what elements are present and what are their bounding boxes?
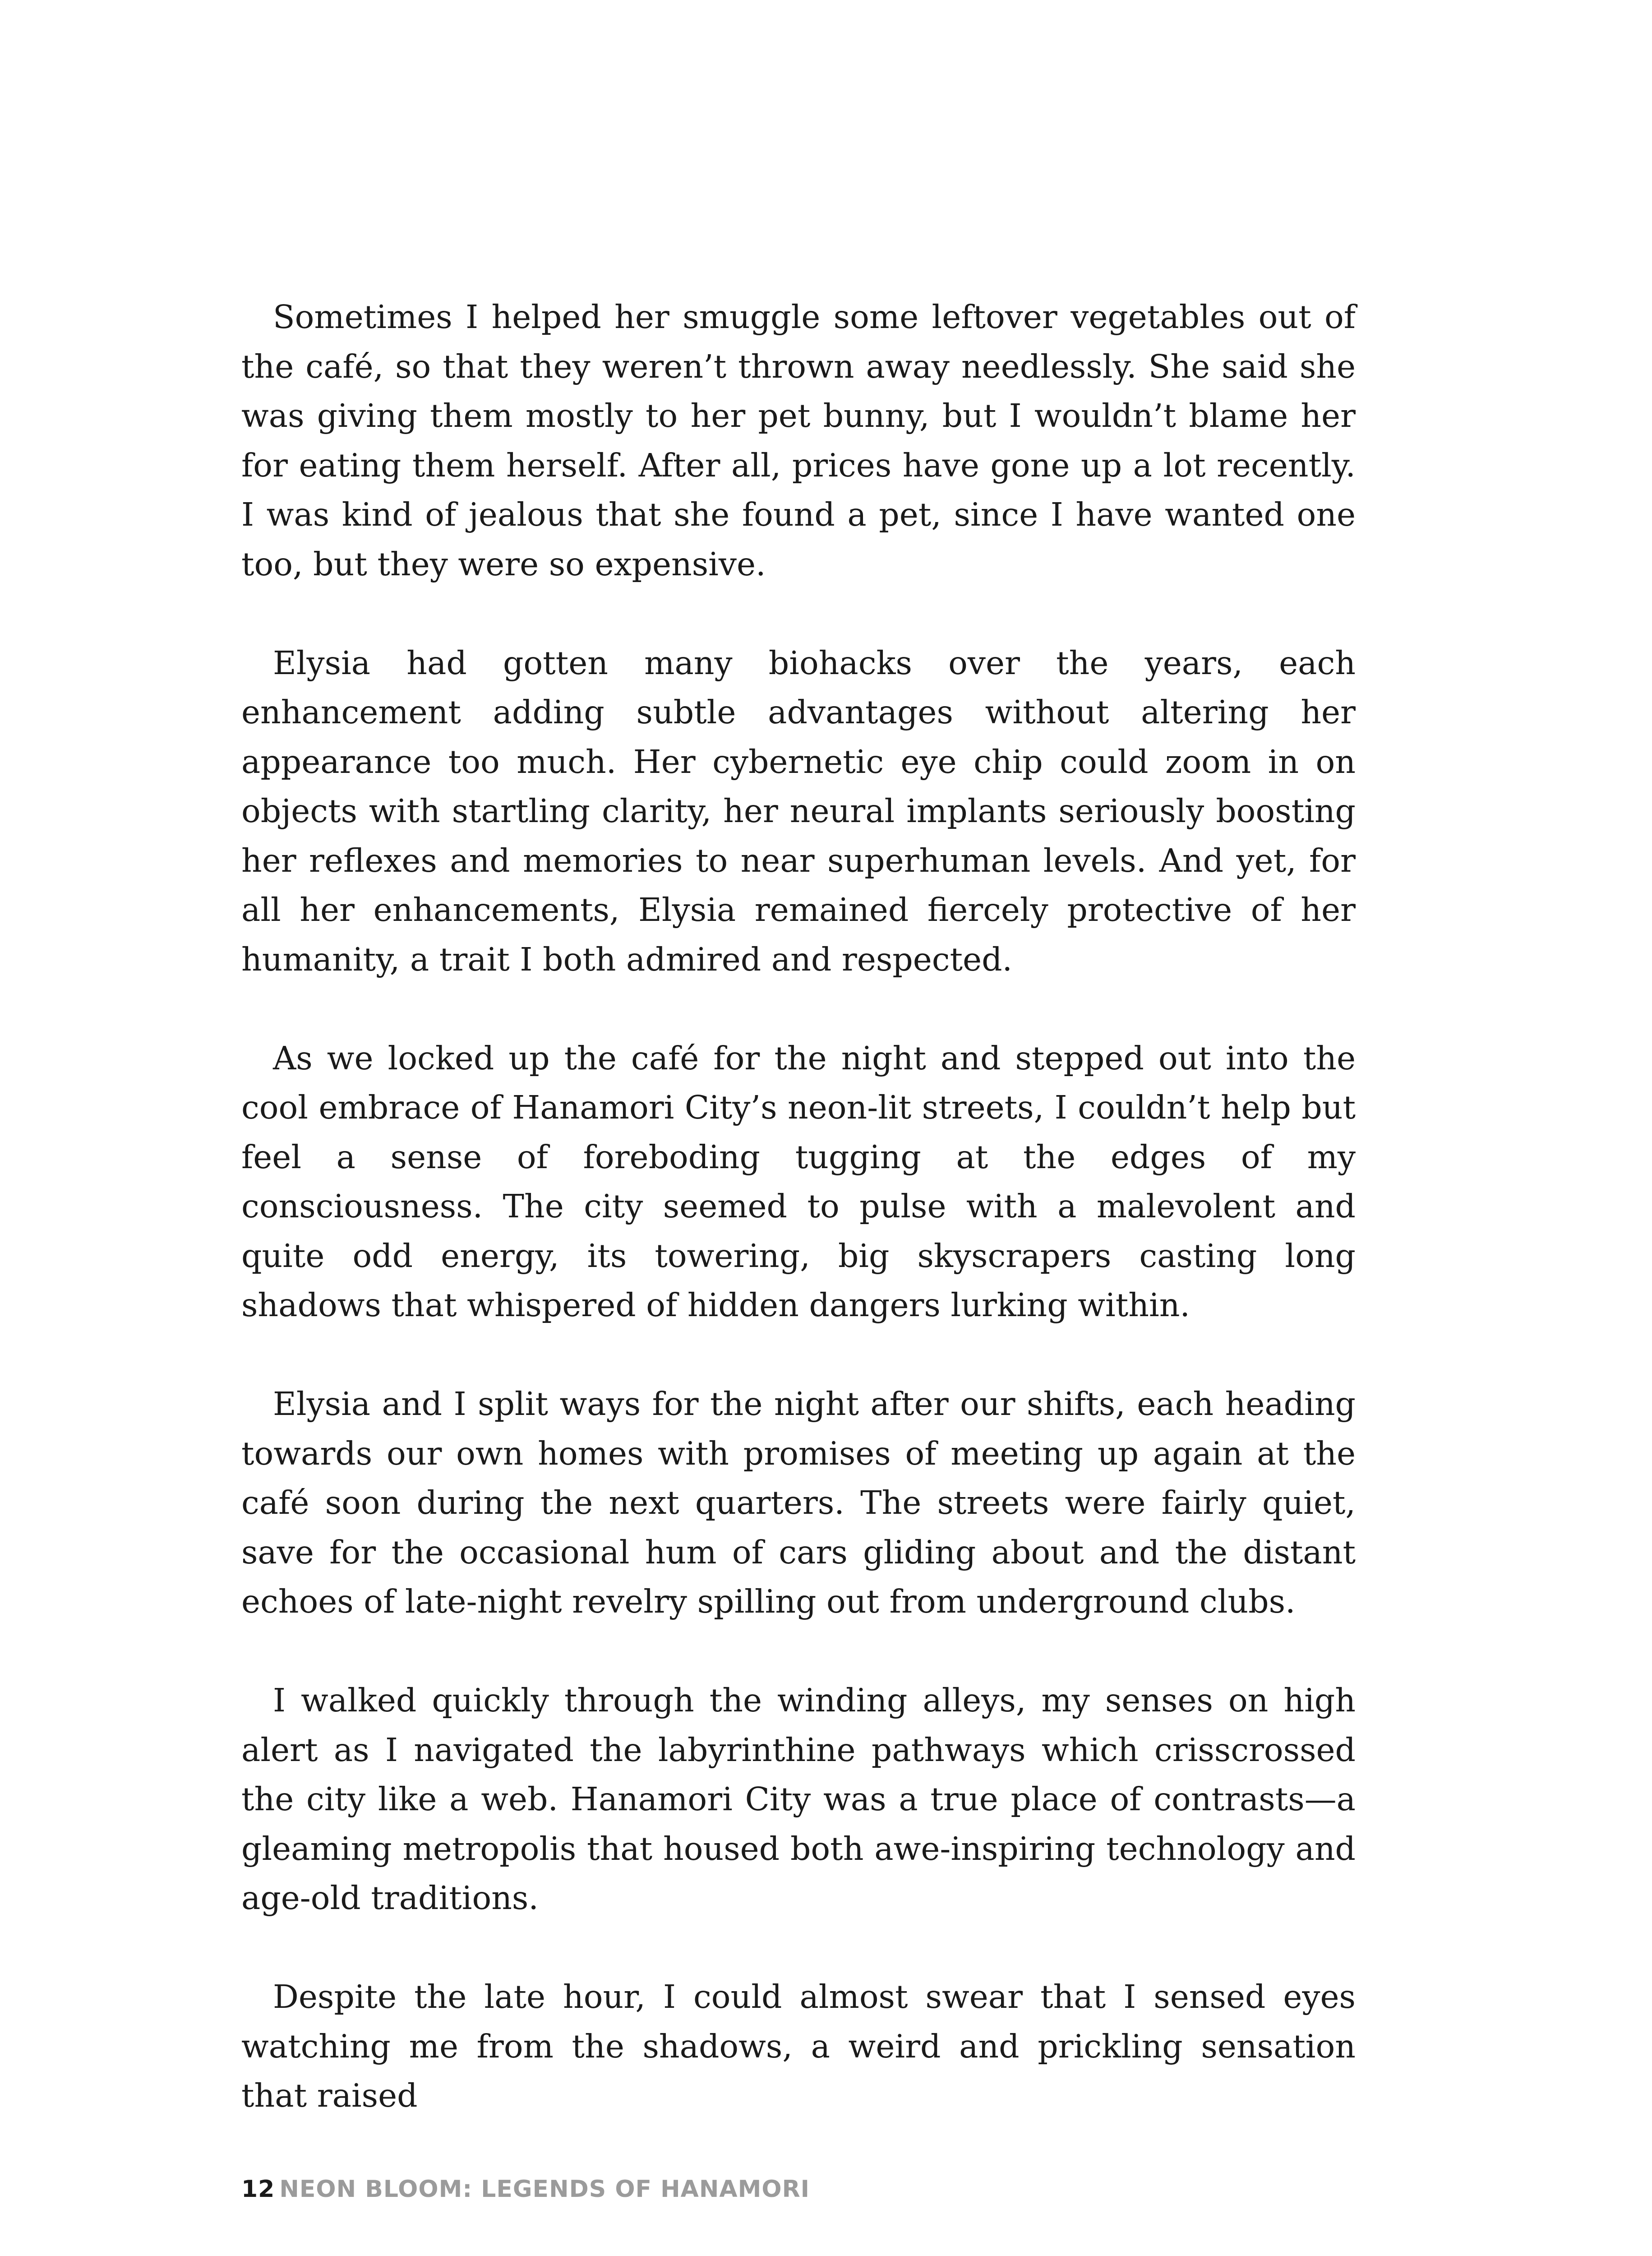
page-footer bbox=[241, 2175, 810, 2204]
paragraph: Despite the late hour, I could almost swear that I sensed eyes watching me from the shadows, a weird and prickling sensation that raised bbox=[241, 1978, 1356, 2114]
paragraph: Sometimes I helped her smuggle some leftover vegetables out of the café, so that they weren’t thrown away needlessly. She said she was giving them mostly to her pet bunny, but I wouldn’t blame her for eating them herself. After all, prices have gone up a lot recently. I was kind of jealous that she found a pet, since I have wanted one too, but they were so expensive. bbox=[241, 298, 1356, 583]
paragraph: Elysia and I split ways for the night after our shifts, each heading towards our own homes with promises of meeting up again at the café soon during the next quarters. The streets were fairly quiet, save for the occasional hum of cars gliding about and the distant echoes of late-night revelry spilling out from underground clubs. bbox=[241, 1385, 1356, 1620]
paragraph: Elysia had gotten many biohacks over the years, each enhancement adding subtle advantages without altering her appearance too much. Her cybernetic eye chip could zoom in on objects with startling clarity, her neural implants seriously boosting her reflexes and memories to near superhuman levels. And yet, for all her enhancements, Elysia remained fiercely protective of her humanity, a trait I both admired and respected. bbox=[241, 644, 1356, 978]
paragraph: I walked quickly through the winding alleys, my senses on high alert as I navigated the labyrinthine pathways which crisscrossed the city like a web. Hanamori City was a true place of contrasts—a gleaming metropolis that housed both awe-inspiring technology and age-old traditions. bbox=[241, 1682, 1356, 1917]
paragraph: As we locked up the café for the night and stepped out into the cool embrace of Hanamori City’s neon-lit streets, I couldn’t help but feel a sense of foreboding tugging at the edges of my consciousness. The city seemed to pulse with a malevolent and quite odd energy, its towering, big skyscrapers casting long shadows that whispered of hidden dangers lurking within. bbox=[241, 1039, 1356, 1324]
body-text bbox=[241, 292, 1356, 2121]
running-title: NEON BLOOM: LEGENDS OF HANAMORI bbox=[279, 2176, 810, 2203]
page-number: 12 bbox=[241, 2176, 275, 2203]
